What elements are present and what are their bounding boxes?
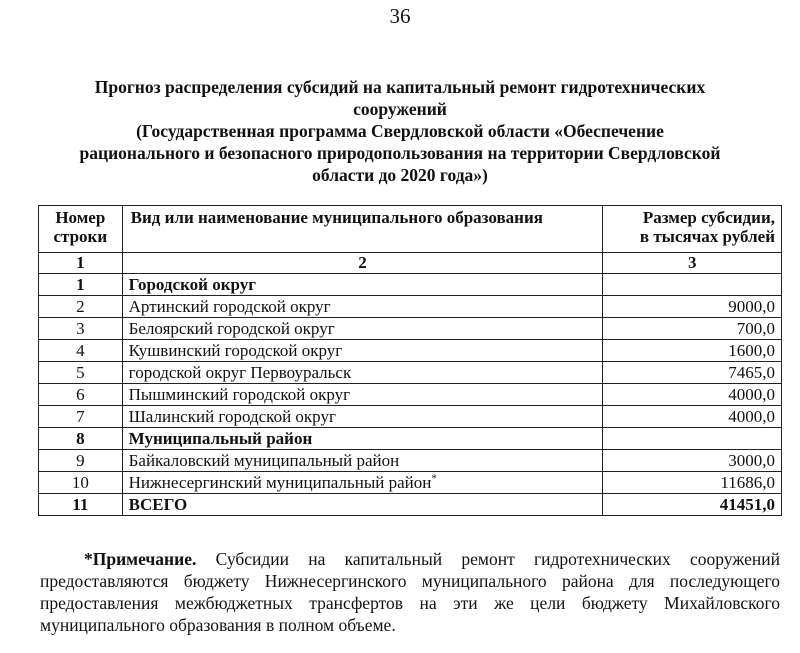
municipality-name [122,406,603,428]
row-number: 3 [39,318,123,340]
row-number: 7 [39,406,123,428]
footnote-line [40,548,780,570]
title-line: сооружений [353,99,447,119]
header-text: в тысячах рублей [639,227,775,246]
municipality-name [122,384,603,406]
column-number-row [39,253,782,274]
subsidy-amount [603,274,782,296]
footnote-label: *Примечание. [84,549,197,569]
header-row-number [39,206,123,253]
municipality-name-text: городской округ Первоуральск [128,362,352,382]
municipality-name [122,296,603,318]
table-row [39,450,782,472]
header-municipality: Вид или наименование муниципального образования [122,206,603,253]
row-number: 5 [39,362,123,384]
row-number: 2 [39,296,123,318]
table-row [39,406,782,428]
table-body [39,274,782,516]
table-row [39,296,782,318]
title-line: рационального и безопасного природопользования на территории Свердловской [79,143,721,163]
table-row [39,384,782,406]
header-text: Размер субсидии, [642,208,775,227]
municipality-name [122,362,603,384]
table-row [39,274,782,296]
column-number: 1 [39,253,123,274]
row-number: 10 [39,472,123,494]
municipality-name-text: Шалинский городской округ [128,406,336,426]
subsidy-amount [603,428,782,450]
footnote-line: предоставляются бюджету Нижнесергинского муниципального района для последующего [40,571,780,591]
row-number: 11 [39,494,123,516]
subsidy-table [38,205,782,516]
table-header-row [39,206,782,253]
row-number: 8 [39,428,123,450]
row-number: 1 [39,274,123,296]
footnote [40,548,780,636]
table-row [39,362,782,384]
municipality-name [122,428,603,450]
municipality-name-text: Пышминский городской округ [128,384,351,404]
header-text: Номер [55,208,106,227]
footnote-text: Субсидии на капитальный ремонт гидротехнических сооружений [215,549,781,569]
table-row [39,318,782,340]
column-number: 2 [122,253,603,274]
subsidy-amount: 11686,0 [603,472,782,494]
table-row [39,428,782,450]
table-row [39,472,782,494]
municipality-name [122,340,603,362]
title-line: области до 2020 года») [312,165,488,185]
subsidy-amount: 4000,0 [603,384,782,406]
municipality-name-text: Городской округ [128,274,256,294]
municipality-name-text: Артинский городской округ [128,296,331,316]
subsidy-amount: 3000,0 [603,450,782,472]
subsidy-amount: 41451,0 [603,494,782,516]
municipality-name-text: Байкаловский муниципальный район [128,450,400,470]
title-line: (Государственная программа Свердловской области «Обеспечение [136,121,664,141]
header-text: строки [53,227,108,246]
municipality-name [122,450,603,472]
subsidy-amount: 4000,0 [603,406,782,428]
subsidy-amount: 700,0 [603,318,782,340]
document-title [40,76,760,186]
footnote-line: предоставления межбюджетных трансфертов на эти же цели бюджету Михайловского [40,593,780,613]
subsidy-amount: 9000,0 [603,296,782,318]
municipality-name-text: Белоярский городской округ [128,318,335,338]
title-line: Прогноз распределения субсидий на капитальный ремонт гидротехнических [94,77,706,97]
municipality-name [122,472,603,494]
municipality-name [122,318,603,340]
municipality-name-text: ВСЕГО [128,494,188,514]
page-number: 36 [389,4,411,28]
municipality-name-text: Нижнесергинский муниципальный район [128,472,432,492]
row-number: 4 [39,340,123,362]
header-subsidy-amount [603,206,782,253]
municipality-name [122,494,603,516]
column-number: 3 [603,253,782,274]
footnote-line: муниципального образования в полном объеме. [40,615,396,635]
row-number: 6 [39,384,123,406]
subsidy-amount: 7465,0 [603,362,782,384]
municipality-name-text: Кушвинский городской округ [128,340,343,360]
municipality-name [122,274,603,296]
table-row [39,340,782,362]
municipality-name-text: Муниципальный район [128,428,313,448]
table-row [39,494,782,516]
row-number: 9 [39,450,123,472]
subsidy-amount: 1600,0 [603,340,782,362]
footnote-marker: * [431,471,437,484]
